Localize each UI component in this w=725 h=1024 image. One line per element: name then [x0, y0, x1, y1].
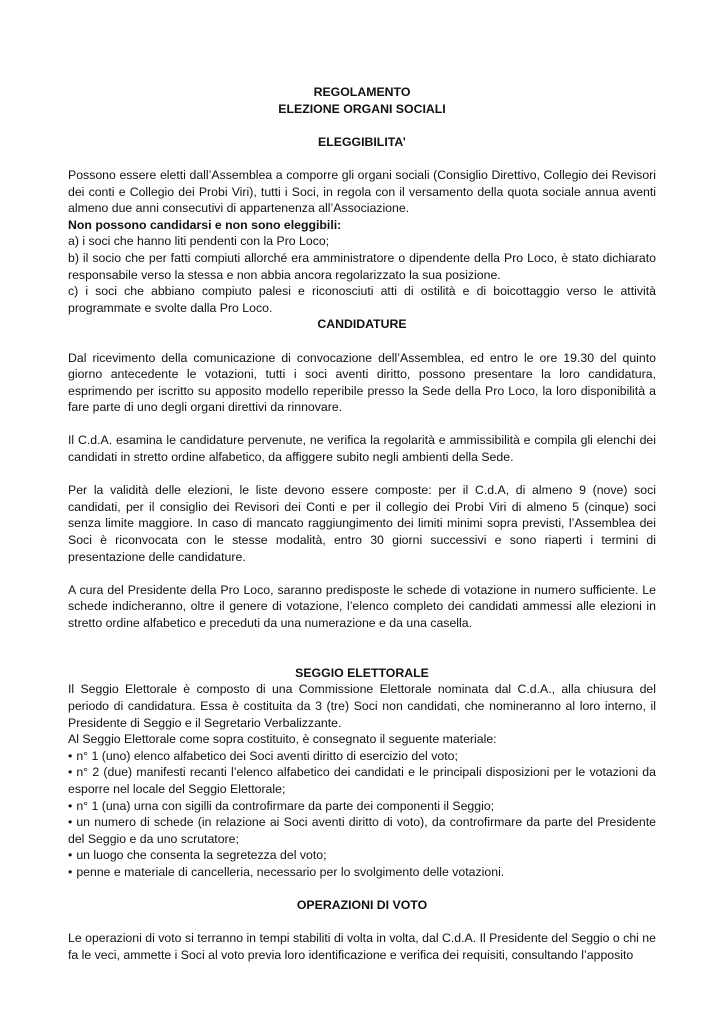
document-subtitle: ELEZIONE ORGANI SOCIALI — [278, 101, 446, 116]
list-item: • n° 1 (una) urna con sigilli da controfirmare da parte dei componenti il Seggio; — [68, 798, 656, 815]
document-page — [68, 84, 656, 963]
section-heading-eleggibilita: ELEGGIBILITA’ — [318, 134, 406, 149]
list-item: a) i soci che hanno liti pendenti con la Pro Loco; — [68, 234, 330, 249]
seggio-materials-list — [68, 748, 656, 881]
section-heading-seggio: SEGGIO ELETTORALE — [295, 665, 429, 680]
list-item: c) i soci che abbiano compiuto palesi e riconosciuti atti di ostilità e di boicottaggio verso le attività programmate e svolte dalla Pro Loco. — [68, 284, 656, 315]
list-item: • penne e materiale di cancelleria, necessario per lo svolgimento delle votazioni. — [68, 864, 656, 881]
candidature-paragraph-3: Per la validità delle elezioni, le liste devono essere composte: per il C.d.A, di almeno 9 (nove) soci candidati, per il consiglio dei Revisori dei Conti e per il collegio dei Probi Viri di almeno 5 (cinque) soci senza limite maggiore. In caso di mancato raggiungimento dei limiti minimi sopra previsti, l’Assemblea dei Soci è riconvocata con le stesse modalità, entro 30 giorni successivi e sono riaperti i termini di presentazione delle candidature. — [68, 483, 656, 564]
non-eleggibili-label: Non possono candidarsi e non sono eleggibili: — [68, 217, 342, 232]
list-item: • un luogo che consenta la segretezza del voto; — [68, 847, 656, 864]
candidature-paragraph-1: Dal ricevimento della comunicazione di convocazione dell’Assemblea, ed entro le ore 19.30 del quinto giorno antecedente le votazioni, tutti i soci aventi diritto, possono presentare la loro candidatura, esprimendo per iscritto su apposito modello reperibile presso la Sede della Pro Loco, la loro disponibilità a fare parte di uno degli organi direttivi da rinnovare. — [68, 350, 656, 415]
eleggibilita-intro: Possono essere eletti dall’Assemblea a comporre gli organi sociali (Consiglio Direttivo, Collegio dei Revisori dei conti e Collegio dei Probi Viri), tutti i Soci, in regola con il versamento della quota sociale annua aventi almeno due anni consecutivi di appartenenza all’Associazione. — [68, 167, 656, 216]
section-heading-operazioni: OPERAZIONI DI VOTO — [296, 898, 428, 913]
operazioni-paragraph-1: Le operazioni di voto si terranno in tempi stabiliti di volta in volta, dal C.d.A. Il Presidente del Seggio o chi ne fa le veci, ammette i Soci al voto previa loro identificazione e verifica dei requisiti, consultando l’apposito — [68, 931, 656, 962]
list-item: • n° 2 (due) manifesti recanti l’elenco alfabetico dei candidati e le principali disposizioni per le votazioni da esporre nel locale del Seggio Elettorale; — [68, 764, 656, 797]
candidature-paragraph-2: Il C.d.A. esamina le candidature pervenute, ne verifica la regolarità e ammissibilità e compila gli elenchi dei candidati in stretto ordine alfabetico, da affiggere subito negli ambienti della Sede. — [68, 433, 656, 465]
seggio-paragraph-2: Al Seggio Elettorale come sopra costituito, è consegnato il seguente materiale: — [68, 732, 497, 747]
candidature-paragraph-4: A cura del Presidente della Pro Loco, saranno predisposte le schede di votazione in numero sufficiente. Le schede indicheranno, oltre il genere di votazione, l’elenco completo dei candidati ammessi alle elezioni in stretto ordine alfabetico e preceduti da una numerazione e da una casella. — [68, 582, 656, 630]
list-item: b) il socio che per fatti compiuti allorché era amministratore o dipendente della Pro Loco, è stato dichiarato responsabile verso la stessa e non abbia ancora regolarizzato la sua posizione. — [68, 250, 656, 282]
list-item: • n° 1 (uno) elenco alfabetico dei Soci aventi diritto di esercizio del voto; — [68, 748, 656, 765]
section-heading-candidature: CANDIDATURE — [317, 317, 407, 332]
document-title: REGOLAMENTO — [313, 85, 411, 99]
list-item: • un numero di schede (in relazione ai Soci aventi diritto di voto), da controfirmare da parte del Presidente del Seggio e da uno scrutatore; — [68, 814, 656, 847]
seggio-paragraph-1: Il Seggio Elettorale è composto di una Commissione Elettorale nominata dal C.d.A., alla chiusura del periodo di candidatura. Essa è costituita da 3 (tre) Soci non candidati, che nomineranno al loro interno, il Presidente di Seggio e il Segretario Verbalizzante. — [68, 682, 656, 730]
